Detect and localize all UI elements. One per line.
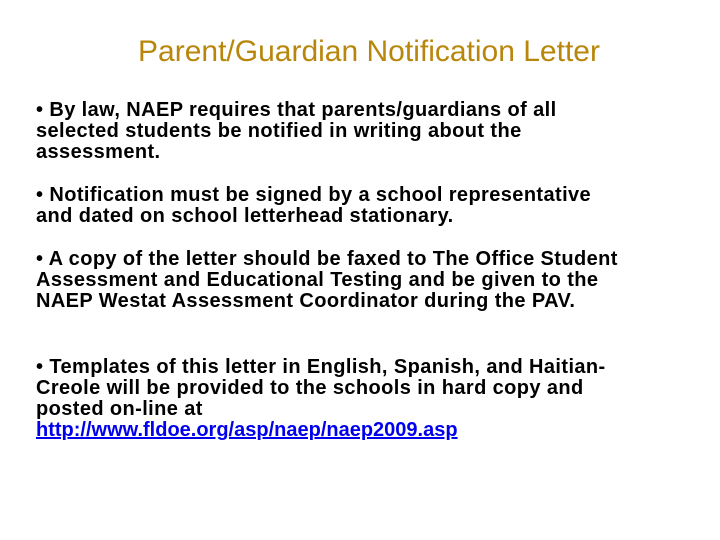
bullet-line: • A copy of the letter should be faxed to The Office Student <box>36 248 618 270</box>
bullet-line: NAEP Westat Assessment Coordinator during the PAV. <box>36 290 576 312</box>
slide-title: Parent/Guardian Notification Letter <box>138 35 600 68</box>
bullet-line: assessment. <box>36 141 161 163</box>
bullet-line: • Templates of this letter in English, Spanish, and Haitian- <box>36 356 606 378</box>
bullet-line: • By law, NAEP requires that parents/guardians of all <box>36 99 557 121</box>
bullet-fax-copy <box>36 249 716 312</box>
bullet-signature-requirement <box>36 185 716 227</box>
bullet-templates <box>36 357 716 441</box>
bullet-line: Assessment and Educational Testing and be given to the <box>36 269 599 291</box>
bullet-line: posted on-line at <box>36 398 203 420</box>
bullet-list <box>36 100 716 441</box>
templates-link[interactable]: http://www.fldoe.org/asp/naep/naep2009.asp <box>36 419 458 441</box>
bullet-line: selected students be notified in writing about the <box>36 120 522 142</box>
bullet-line: and dated on school letterhead stationary. <box>36 205 454 227</box>
bullet-line: • Notification must be signed by a school representative <box>36 184 592 206</box>
bullet-line: Creole will be provided to the schools in hard copy and <box>36 377 584 399</box>
bullet-law-requirement <box>36 100 716 163</box>
